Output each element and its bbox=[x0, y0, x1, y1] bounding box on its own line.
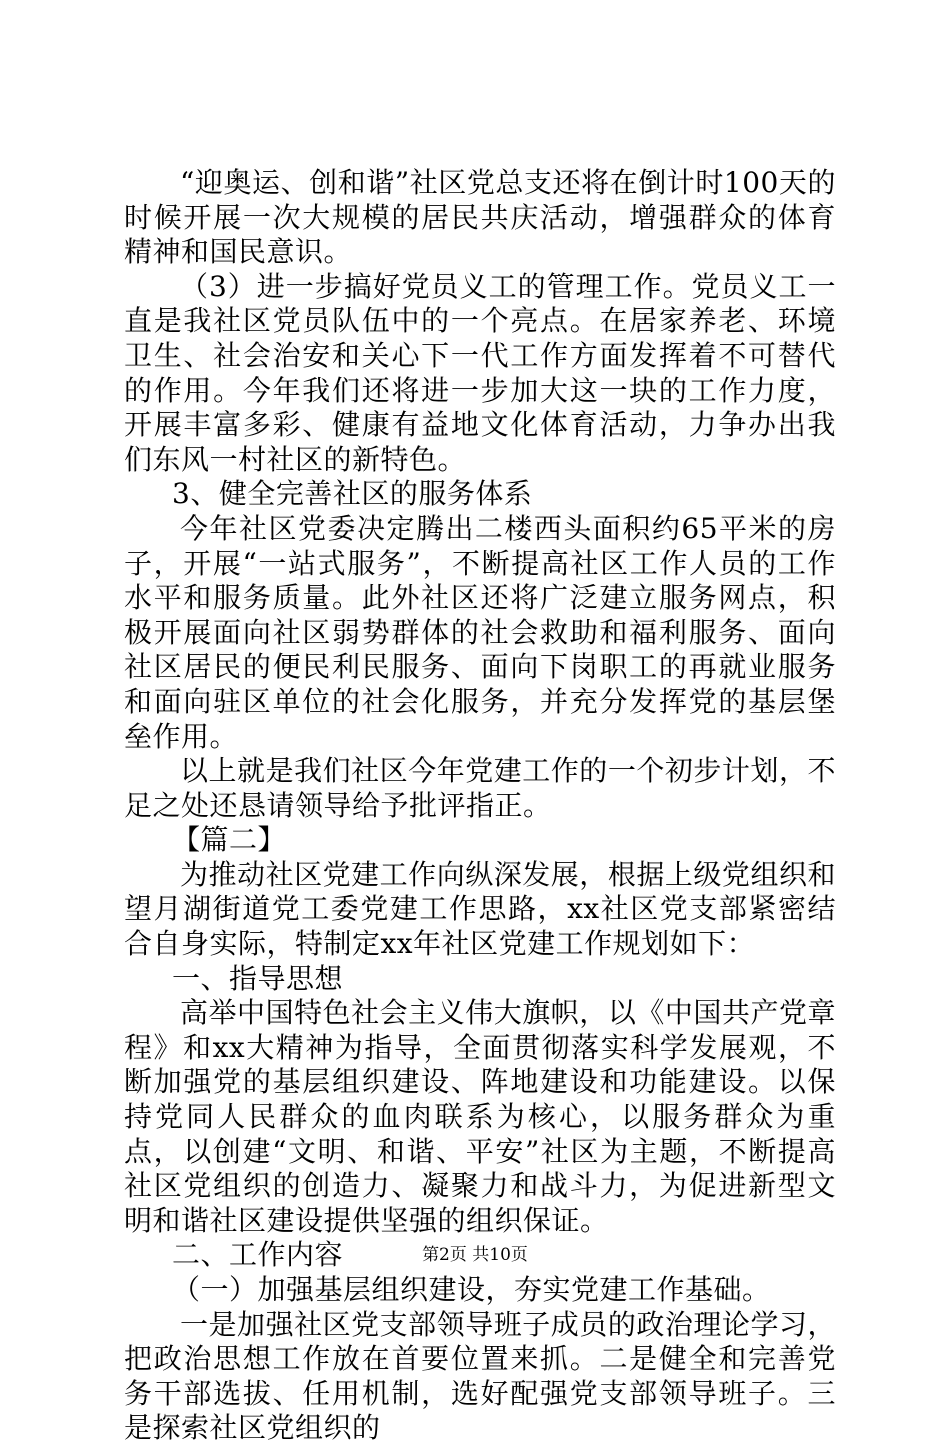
paragraph: 为推动社区党建工作向纵深发展，根据上级党组织和望月湖街道党工委党建工作思路，xx社区党支部紧密结合自身实际，特制定xx年社区党建工作规划如下： bbox=[124, 857, 836, 961]
paragraph: “迎奥运、创和谐”社区党总支还将在倒计时100天的时候开展一次大规模的居民共庆活动，增强群众的体育精神和国民意识。 bbox=[124, 166, 836, 269]
section-heading: （一）加强基层组织建设，夯实党建工作基础。 bbox=[172, 1273, 771, 1306]
page-number-footer: 第2页 共10页 bbox=[422, 1245, 528, 1265]
section-heading: 二、工作内容 bbox=[172, 1238, 344, 1272]
section-heading: 3、健全完善社区的服务体系 bbox=[172, 477, 533, 511]
paragraph: 以上就是我们社区今年党建工作的一个初步计划，不足之处还恳请领导给予批评指正。 bbox=[124, 754, 836, 822]
section-heading: 一、指导思想 bbox=[172, 961, 344, 995]
paragraph: （3）进一步搞好党员义工的管理工作。党员义工一直是我社区党员队伍中的一个亮点。在居家养老、环境卫生、社会治安和关心下一代工作方面发挥着不可替代的作用。今年我们还将进一步加大这一块的工作力度，开展丰富多彩、健康有益地文化体育活动，力争办出我们东风一村社区的新特色。 bbox=[124, 269, 836, 476]
paragraph: 高举中国特色社会主义伟大旗帜，以《中国共产党章程》和xx大精神为指导，全面贯彻落实科学发展观，不断加强党的基层组织建设、阵地建设和功能建设。以保持党同人民群众的血肉联系为核心，以服务群众为重点，以创建“文明、和谐、平安”社区为主题，不断提高社区党组织的创造力、凝聚力和战斗力，为促进新型文明和谐社区建设提供坚强的组织保证。 bbox=[124, 996, 836, 1237]
section-heading: 【篇二】 bbox=[172, 823, 287, 857]
paragraph: 今年社区党委决定腾出二楼西头面积约65平米的房子，开展“一站式服务”，不断提高社区工作人员的工作水平和服务质量。此外社区还将广泛建立服务网点，积极开展面向社区弱势群体的社会救助和福利服务、面向社区居民的便民利民服务、面向下岗职工的再就业服务和面向驻区单位的社会化服务，并充分发挥党的基层堡垒作用。 bbox=[124, 511, 836, 753]
paragraph: 一是加强社区党支部领导班子成员的政治理论学习，把政治思想工作放在首要位置来抓。二是健全和完善党务干部选拔、任用机制，选好配强党支部领导班子。三是探索社区党组织的 bbox=[124, 1307, 836, 1445]
